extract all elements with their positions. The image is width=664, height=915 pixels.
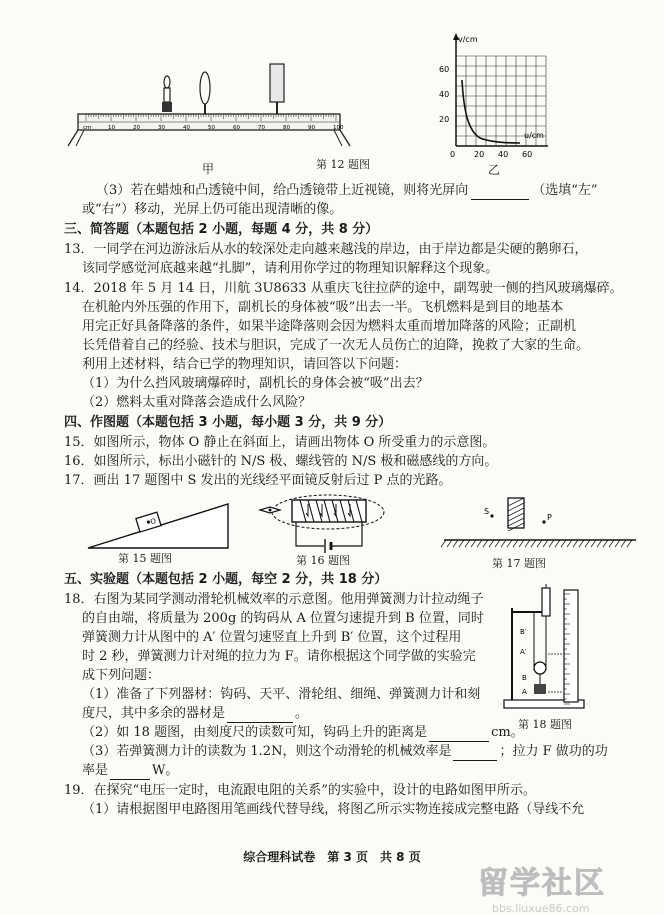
hatch-line [459,540,464,547]
hatch-line [489,540,494,547]
hatch-line [537,540,542,547]
q14-line1: 14．2018 年 5 月 14 日，川航 3U8633 从重庆飞往拉萨的途中，副驾驶一侧的挡风玻璃爆碎。 [64,281,623,296]
graph-axis-u-label: u/cm [524,131,544,140]
fig18-caption: 第 18 题图 [518,718,572,731]
q18-sub1-blank[interactable] [227,707,293,723]
fig18-pulley [500,584,600,712]
watermark [478,858,606,915]
fig17-caption: 第 17 题图 [492,557,546,570]
q14-sub1: （1）为什么挡风玻璃爆碎时，副机长的身体会被“吸”出去？ [82,376,429,391]
bench-tick-label: cm [83,125,92,131]
hatch-line [621,540,626,547]
fig15-incline [80,492,240,558]
hatch-line [567,540,572,547]
hatch-line [627,540,632,547]
hatch-line [477,540,482,547]
bench-tick-label: 100 [333,125,344,131]
hatch-line [519,540,524,547]
hatch-line [471,540,476,547]
battery-icon [325,539,331,553]
graph-xtick: 60 [522,150,533,159]
bench-tick-label: 80 [283,125,290,131]
bench-tick-label: 50 [208,125,215,131]
q12-3-line2: 或“右”）移动，光屏上仍可能出现清晰的像。 [82,202,343,217]
movable-pulley-icon [534,662,546,674]
q18-sub2-blank[interactable] [429,726,489,742]
q18-sub2-line: （2）如 18 题图，由刻度尺的读数可知，钩码上升的距离是 cm。 [82,725,524,740]
scale-ruler [564,590,578,702]
graph-ytick: 40 [439,90,450,99]
candle-icon [162,76,172,112]
magnetic-needle-icon [260,507,280,513]
q18-line2: 的自由端，将质量为 200g 的钩码从 A 位置匀速提升到 B 位置，同时 [82,611,484,626]
hatch-line [609,540,614,547]
q12-3-line1: （3）若在蜡烛和凸透镜中间，给凸透镜带上近视镜，则将光屏向 （选填“左” [96,183,598,198]
section-3-title: 三、简答题（本题包括 2 小题，每题 4 分，共 8 分） [64,222,379,237]
hatch-line [597,540,602,547]
fig12-caption: 第 12 题图 [316,158,370,171]
section-5-title: 五、实验题（本题包括 2 小题，每空 2 分，共 18 分） [64,572,388,587]
point-p [542,520,545,523]
hatch-line [507,540,512,547]
fig12-graph [428,32,558,172]
q18-sub3-line2: 率是 W。 [82,763,179,778]
q16-line: 16．如图所示，标出小磁针的 N/S 极、螺线管的 N/S 极和磁感线的方向。 [64,454,498,469]
bench-tick-label: 10 [108,125,115,131]
point-s-label: S [484,507,490,516]
fig18-label-a: A [522,688,527,696]
q17-line: 17．画出 17 题图中 S 发出的光线经平面镜反射后过 P 点的光路。 [64,473,452,488]
q18-sub1-line1: （1）准备了下列器材：钩码、天平、滑轮组、细绳、弹簧测力计和刻 [82,687,481,702]
q18-line5: 成下列问题： [82,668,161,683]
q14-sub2: （2）燃料太重对降落会造成什么风险？ [82,395,312,410]
hatch-line [465,540,470,547]
graph-xtick: 0 [450,150,456,159]
q18-sub3-blank2[interactable] [110,764,150,780]
hatch-line [453,540,458,547]
spring-scale-icon [542,584,550,616]
hatch-line [531,540,536,547]
q13-line1: 13．一同学在河边游泳后从水的较深处走向越来越浅的岸边，由于岸边都是尖硬的鹅卵石， [64,242,588,257]
graph-xtick: 20 [474,150,485,159]
hatch-line [447,540,452,547]
graph-curve [462,80,520,143]
fig16-caption: 第 16 题图 [296,554,350,567]
bench-tick-label: 40 [183,125,190,131]
graph-ytick: 20 [439,115,450,124]
q18-sub3-blank1[interactable] [453,745,497,761]
q14-line2: 在机舱内外压强的作用下，副机长的身体被“吸”出去一半。飞机燃料是到目的地基本 [82,300,564,315]
hatch-line [495,540,500,547]
fig16-solenoid [256,494,386,556]
hatch-line [549,540,554,547]
fig12-label-jia: 甲 [202,162,215,176]
q18-sub1-line2: 度尺，其中多余的器材是 。 [82,706,309,721]
hatch-line [561,540,566,547]
fig18-label-a2: A′ [520,648,527,656]
mirror-hatching [441,540,632,547]
section-4-title: 四、作图题（本题包括 3 小题，每小题 3 分，共 9 分） [64,415,392,430]
hatch-line [543,540,548,547]
graph-ytick: 60 [439,65,450,74]
opaque-block [508,498,524,528]
bench-tick-label: 20 [133,125,140,131]
hatch-line [555,540,560,547]
hatch-line [501,540,506,547]
hatch-line [615,540,620,547]
bench-tick-label: 60 [233,125,240,131]
q19-line2: （1）请根据图甲电路图用笔画线代替导线，将图乙所示实物连接成完整电路（导线不允 [82,802,585,817]
q18-line3: 弹簧测力计从图中的 A′ 位置匀速竖直上升到 B′ 位置，这个过程用 [82,630,462,645]
q15-line: 15．如图所示，物体 O 静止在斜面上，请画出物体 O 所受重力的示意图。 [64,435,496,450]
q18-sub3-line1: （3）若弹簧测力计的读数为 1.2N，则这个动滑轮的机械效率是 ；拉力 F 做功的功 [82,744,608,759]
hatch-line [603,540,608,547]
hook-weight-icon [534,684,546,694]
hatch-line [591,540,596,547]
q14-line5: 利用上述材料，结合已学的物理知识，请回答以下问题： [82,357,408,372]
fig12-optical-bench [64,50,354,160]
fig17-mirror [440,492,640,554]
q13-line2: 该同学感觉河底越来越“扎脚”，请利用你学过的物理知识解释这个现象。 [82,261,499,276]
bench-tick-label: 30 [158,125,165,131]
light-screen-icon [270,64,284,114]
hatch-line [441,540,446,547]
hatch-line [525,540,530,547]
hatch-line [573,540,578,547]
q14-line4: 长凭借着自己的经验、技术与胆识，完成了一次无人员伤亡的迫降，挽救了大家的生命。 [82,338,590,353]
q19-line1: 19．在探究“电压一定时，电流跟电阻的关系”的实验中，设计的电路如图甲所示。 [64,783,536,798]
bench-tick-label: 70 [258,125,265,131]
convex-lens-icon [200,72,210,114]
q12-3-blank[interactable] [471,184,529,200]
watermark-url: bbs.liuxue86.com [492,902,590,915]
hatch-line [579,540,584,547]
graph-axis-v-label: v/cm [458,35,478,44]
point-p-label: P [547,513,552,522]
fig18-label-b2: B′ [520,628,527,636]
q18-line1: 18．右图为某同学测动滑轮机械效率的示意图。他用弹簧测力计拉动绳子 [64,592,484,607]
page-footer: 综合理科试卷 第 3 页 共 8 页 [243,850,421,864]
bench-tick-label: 90 [308,125,315,131]
fig18-label-b: B [522,674,527,682]
hatch-line [513,540,518,547]
q18-line4: 时 2 秒，弹簧测力计对绳的拉力为 F。请你根据这个同学做的实验完 [82,649,476,664]
watermark-title: 留学社区 [478,866,606,901]
hatch-line [483,540,488,547]
point-s [490,514,493,517]
object-o-label: O [149,517,158,527]
graph-xtick: 40 [498,150,509,159]
fig12-label-yi: 乙 [488,163,501,177]
fig15-caption: 第 15 题图 [118,552,172,565]
hatch-line [585,540,590,547]
q14-line3: 用完正好具备降落的条件，如果半途降落则会因为燃料太重而增加降落的风险；正副机 [82,319,577,334]
